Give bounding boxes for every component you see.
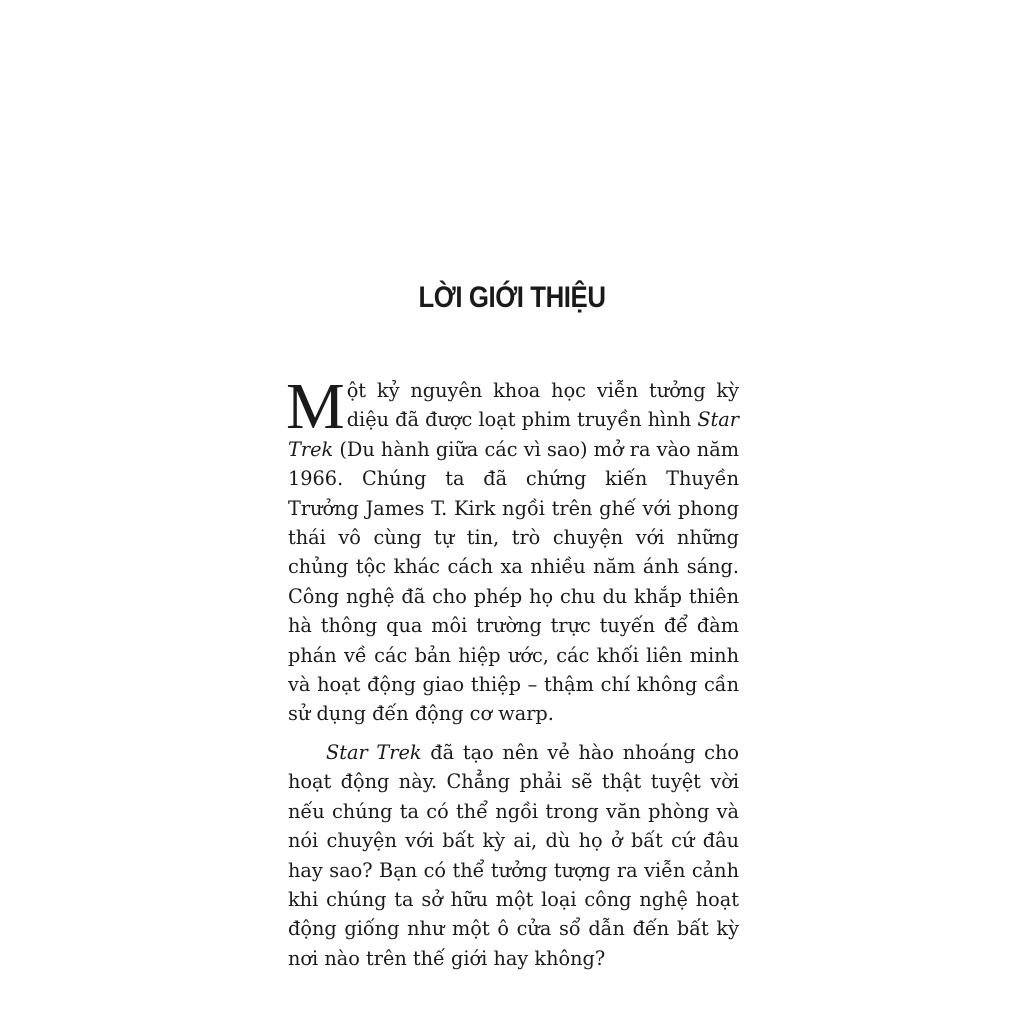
drop-cap: M bbox=[286, 370, 345, 443]
paragraph-1-text-b: (Du hành giữa các vì sao) mở ra vào năm 1966. Chúng ta đã chứng kiến Thuyền Trưởng James T. Kirk ngồi trên ghế với phong thái vô cùng tự tin, trò chuyện với những chủng tộc khác cách xa nhiều năm ánh sáng. Công nghệ đã cho phép họ chu du khắp thiên hà thông qua môi trường trực tuyến để đàm phán về các bản hiệp ước, các khối liên minh và hoạt động giao thiệp – thậm chí không cần sử dụng đến động cơ warp. bbox=[288, 437, 739, 726]
paragraph-2-text-a: đã tạo nên vẻ hào nhoáng cho hoạt động này. Chẳng phải sẽ thật tuyệt vời nếu chúng ta có thể ngồi trong văn phòng và nói chuyện với bất kỳ ai, dù họ ở bất cứ đâu hay sao? Bạn có thể tưởng tượng ra viễn cảnh khi chúng ta sở hữu một loại công nghệ hoạt động giống như một ô cửa sổ dẫn đến bất kỳ nơi nào trên thế giới hay không? bbox=[288, 740, 739, 970]
paragraph-1-text-a: ột kỷ nguyên khoa học viễn tưởng kỳ diệu đã được loạt phim truyền hình bbox=[346, 379, 739, 432]
chapter-title: LỜI GIỚI THIỆU bbox=[418, 281, 606, 315]
show-title-italic: Star Trek bbox=[326, 740, 422, 764]
body-text bbox=[286, 370, 739, 973]
paragraph-2 bbox=[288, 738, 739, 973]
paragraph-1 bbox=[286, 370, 739, 729]
show-title-italic: Star Trek bbox=[288, 408, 739, 461]
